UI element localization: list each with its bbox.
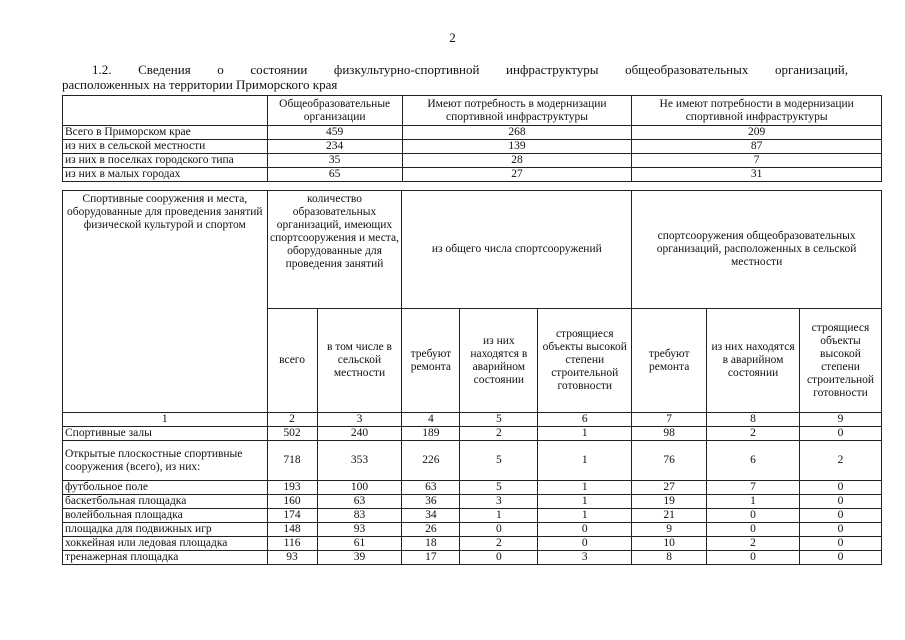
table-cell: 6 bbox=[707, 441, 800, 481]
subheader-total: всего bbox=[267, 309, 317, 413]
column-numbers-row bbox=[63, 413, 882, 427]
row-label: волейбольная площадка bbox=[63, 509, 268, 523]
section-title-line1: 1.2. Сведения о состоянии физкультурно-спортивной инфраструктуры общеобразовательных организаций, bbox=[92, 62, 848, 77]
summary-row-label: из них в малых городах bbox=[63, 168, 268, 182]
table-cell: 0 bbox=[538, 537, 632, 551]
table-row bbox=[63, 427, 882, 441]
summary-cell: 234 bbox=[267, 140, 402, 154]
column-number: 9 bbox=[799, 413, 881, 427]
summary-cell: 65 bbox=[267, 168, 402, 182]
subheader-rural: в том числе в сельской местности bbox=[317, 309, 402, 413]
header-rural-facilities: спортсооружения общеобразовательных организаций, расположенных в сельской местности bbox=[632, 191, 882, 309]
table-cell: 0 bbox=[799, 523, 881, 537]
summary-cell: 268 bbox=[402, 126, 632, 140]
table-cell: 160 bbox=[267, 495, 317, 509]
table-cell: 17 bbox=[402, 551, 460, 565]
row-label: тренажерная площадка bbox=[63, 551, 268, 565]
column-number: 2 bbox=[267, 413, 317, 427]
table-row bbox=[63, 537, 882, 551]
summary-cell: 35 bbox=[267, 154, 402, 168]
subheader-need-repair: требуют ремонта bbox=[402, 309, 460, 413]
table-cell: 0 bbox=[799, 481, 881, 495]
summary-row-label: из них в поселках городского типа bbox=[63, 154, 268, 168]
table-row bbox=[63, 523, 882, 537]
table-cell: 0 bbox=[799, 495, 881, 509]
subheader-emergency: из них находятся в аварийном состоянии bbox=[460, 309, 538, 413]
table-cell: 5 bbox=[460, 481, 538, 495]
column-number: 1 bbox=[63, 413, 268, 427]
table-cell: 5 bbox=[460, 441, 538, 481]
table-cell: 2 bbox=[707, 537, 800, 551]
table-row bbox=[63, 481, 882, 495]
table-row bbox=[63, 509, 882, 523]
section-title bbox=[62, 62, 848, 92]
table-cell: 83 bbox=[317, 509, 402, 523]
table-cell: 1 bbox=[707, 495, 800, 509]
table-cell: 1 bbox=[460, 509, 538, 523]
table-cell: 226 bbox=[402, 441, 460, 481]
row-label: Спортивные залы bbox=[63, 427, 268, 441]
subheader-rural-need-repair: требуют ремонта bbox=[632, 309, 707, 413]
header-total-facilities: из общего числа спортсооружений bbox=[402, 191, 632, 309]
table-cell: 148 bbox=[267, 523, 317, 537]
table-cell: 0 bbox=[538, 523, 632, 537]
table-cell: 0 bbox=[460, 523, 538, 537]
row-label: футбольное поле bbox=[63, 481, 268, 495]
column-number: 6 bbox=[538, 413, 632, 427]
table-cell: 63 bbox=[317, 495, 402, 509]
table-cell: 26 bbox=[402, 523, 460, 537]
column-number: 4 bbox=[402, 413, 460, 427]
table-cell: 1 bbox=[538, 481, 632, 495]
summary-cell: 87 bbox=[632, 140, 882, 154]
table-cell: 0 bbox=[799, 551, 881, 565]
table-cell: 174 bbox=[267, 509, 317, 523]
table-cell: 2 bbox=[707, 427, 800, 441]
summary-row bbox=[63, 140, 882, 154]
row-label: хоккейная или ледовая площадка bbox=[63, 537, 268, 551]
table-cell: 718 bbox=[267, 441, 317, 481]
table-cell: 76 bbox=[632, 441, 707, 481]
column-number: 7 bbox=[632, 413, 707, 427]
table-cell: 100 bbox=[317, 481, 402, 495]
subheader-rural-under-construction: строящиеся объекты высокой степени строительной готовности bbox=[799, 309, 881, 413]
table-cell: 21 bbox=[632, 509, 707, 523]
row-label: Открытые плоскостные спортивные сооружения (всего), из них: bbox=[63, 441, 268, 481]
table-cell: 3 bbox=[460, 495, 538, 509]
table-row bbox=[63, 551, 882, 565]
summary-row bbox=[63, 168, 882, 182]
table-cell: 2 bbox=[460, 537, 538, 551]
table-cell: 0 bbox=[707, 523, 800, 537]
table-cell: 1 bbox=[538, 509, 632, 523]
table-cell: 0 bbox=[799, 509, 881, 523]
summary-header-organizations: Общеобразовательные организации bbox=[267, 96, 402, 126]
table-cell: 3 bbox=[538, 551, 632, 565]
table-cell: 2 bbox=[460, 427, 538, 441]
summary-cell: 209 bbox=[632, 126, 882, 140]
table-cell: 34 bbox=[402, 509, 460, 523]
table-cell: 0 bbox=[707, 551, 800, 565]
table-cell: 63 bbox=[402, 481, 460, 495]
table-cell: 18 bbox=[402, 537, 460, 551]
table-cell: 189 bbox=[402, 427, 460, 441]
table-cell: 27 bbox=[632, 481, 707, 495]
column-number: 8 bbox=[707, 413, 800, 427]
table-row bbox=[63, 495, 882, 509]
table-cell: 0 bbox=[799, 537, 881, 551]
table-cell: 0 bbox=[707, 509, 800, 523]
table-cell: 39 bbox=[317, 551, 402, 565]
summary-row-label: Всего в Приморском крае bbox=[63, 126, 268, 140]
table-cell: 9 bbox=[632, 523, 707, 537]
summary-cell: 139 bbox=[402, 140, 632, 154]
table-cell: 502 bbox=[267, 427, 317, 441]
summary-header-no-need: Не имеют потребности в модернизации спортивной инфраструктуры bbox=[632, 96, 882, 126]
table-cell: 93 bbox=[267, 551, 317, 565]
table-cell: 7 bbox=[707, 481, 800, 495]
summary-cell: 27 bbox=[402, 168, 632, 182]
table-cell: 10 bbox=[632, 537, 707, 551]
table-cell: 2 bbox=[799, 441, 881, 481]
table-cell: 8 bbox=[632, 551, 707, 565]
table-cell: 240 bbox=[317, 427, 402, 441]
row-label: площадка для подвижных игр bbox=[63, 523, 268, 537]
table-cell: 0 bbox=[799, 427, 881, 441]
summary-table bbox=[62, 95, 882, 182]
summary-row bbox=[63, 154, 882, 168]
table-cell: 1 bbox=[538, 427, 632, 441]
row-label: баскетбольная площадка bbox=[63, 495, 268, 509]
table-cell: 36 bbox=[402, 495, 460, 509]
table-cell: 61 bbox=[317, 537, 402, 551]
summary-cell: 7 bbox=[632, 154, 882, 168]
section-title-line2: расположенных на территории Приморского края bbox=[62, 77, 338, 92]
header-organizations-count: количество образовательных организаций, имеющих спортсооружения и места, оборудованные для проведения занятий bbox=[267, 191, 402, 309]
column-number: 5 bbox=[460, 413, 538, 427]
subheader-rural-emergency: из них находятся в аварийном состоянии bbox=[707, 309, 800, 413]
subheader-under-construction: строящиеся объекты высокой степени строительной готовности bbox=[538, 309, 632, 413]
summary-cell: 459 bbox=[267, 126, 402, 140]
page-number: 2 bbox=[449, 30, 456, 45]
table-cell: 1 bbox=[538, 441, 632, 481]
table-cell: 353 bbox=[317, 441, 402, 481]
summary-cell: 28 bbox=[402, 154, 632, 168]
summary-row-label: из них в сельской местности bbox=[63, 140, 268, 154]
table-cell: 193 bbox=[267, 481, 317, 495]
summary-cell: 31 bbox=[632, 168, 882, 182]
table-cell: 93 bbox=[317, 523, 402, 537]
summary-header-empty bbox=[63, 96, 268, 126]
header-facilities: Спортивные сооружения и места, оборудованные для проведения занятий физической культурой и спортом bbox=[63, 191, 268, 413]
table-cell: 116 bbox=[267, 537, 317, 551]
summary-header-need-modernization: Имеют потребность в модернизации спортивной инфраструктуры bbox=[402, 96, 632, 126]
table-row bbox=[63, 441, 882, 481]
summary-row bbox=[63, 126, 882, 140]
table-cell: 0 bbox=[460, 551, 538, 565]
table-cell: 98 bbox=[632, 427, 707, 441]
column-number: 3 bbox=[317, 413, 402, 427]
facilities-table bbox=[62, 190, 882, 565]
table-cell: 19 bbox=[632, 495, 707, 509]
table-cell: 1 bbox=[538, 495, 632, 509]
